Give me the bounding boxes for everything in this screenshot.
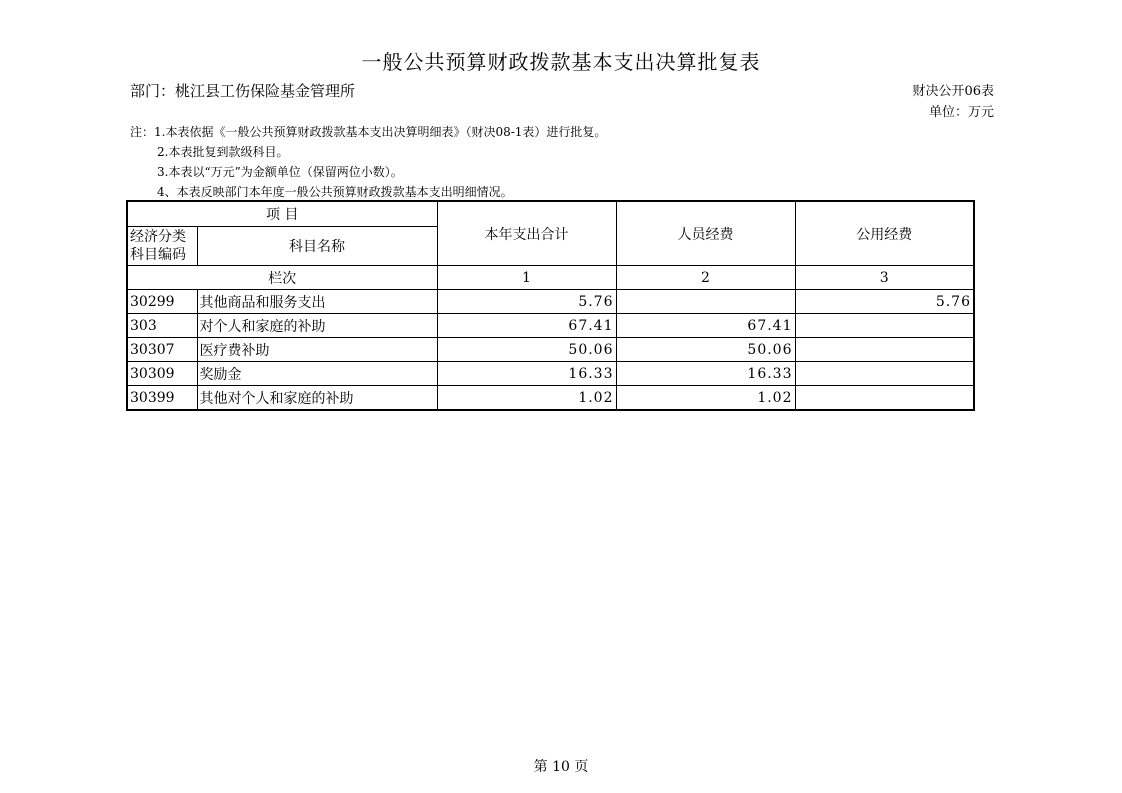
- row-public: [795, 386, 974, 411]
- row-total: 16.33: [437, 362, 616, 386]
- row-personnel: 1.02: [616, 386, 795, 411]
- row-public: [795, 314, 974, 338]
- row-public: [795, 362, 974, 386]
- row-code: 30299: [127, 290, 197, 314]
- col-index-2: 2: [616, 266, 795, 290]
- col-index-3: 3: [795, 266, 974, 290]
- header-public: 公用经费: [795, 201, 974, 266]
- table-row: [127, 290, 974, 314]
- table-row: [127, 362, 974, 386]
- col-index-1: 1: [437, 266, 616, 290]
- note-4: 4、本表反映部门本年度一般公共预算财政拨款基本支出明细情况。: [157, 185, 513, 199]
- row-code: 30307: [127, 338, 197, 362]
- table-row: [127, 386, 974, 411]
- row-public: [795, 338, 974, 362]
- note-2: 2.本表批复到款级科目。: [157, 145, 289, 159]
- row-public: 5.76: [795, 290, 974, 314]
- row-name: 奖励金: [197, 362, 437, 386]
- page-number: 第 10 页: [533, 759, 589, 775]
- header-name: 科目名称: [197, 227, 437, 266]
- table-row: [127, 314, 974, 338]
- row-personnel: [616, 290, 795, 314]
- header-code: 经济分类科目编码: [127, 227, 197, 266]
- form-number: 财决公开06表: [912, 84, 994, 99]
- notes-block: [130, 122, 606, 202]
- row-personnel: 50.06: [616, 338, 795, 362]
- row-code: 30399: [127, 386, 197, 411]
- row-personnel: 16.33: [616, 362, 795, 386]
- unit-label: 单位：万元: [928, 105, 994, 120]
- row-total: 67.41: [437, 314, 616, 338]
- header-personnel: 人员经费: [616, 201, 795, 266]
- row-total: 1.02: [437, 386, 616, 411]
- row-code: 30309: [127, 362, 197, 386]
- row-name: 对个人和家庭的补助: [197, 314, 437, 338]
- department-label: 部门：桃江县工伤保险基金管理所: [130, 82, 356, 100]
- expenditure-table: [126, 200, 975, 411]
- page-title: 一般公共预算财政拨款基本支出决算批复表: [361, 50, 761, 74]
- row-total: 50.06: [437, 338, 616, 362]
- note-3: 3.本表以“万元”为金额单位（保留两位小数）。: [157, 165, 403, 179]
- row-personnel: 67.41: [616, 314, 795, 338]
- row-name: 其他对个人和家庭的补助: [197, 386, 437, 411]
- row-index-label: 栏次: [127, 266, 437, 290]
- header-total: 本年支出合计: [437, 201, 616, 266]
- row-name: 其他商品和服务支出: [197, 290, 437, 314]
- row-code: 303: [127, 314, 197, 338]
- header-item: 项 目: [127, 201, 437, 227]
- row-name: 医疗费补助: [197, 338, 437, 362]
- table-row: [127, 338, 974, 362]
- row-total: 5.76: [437, 290, 616, 314]
- note-1: 注：1.本表依据《一般公共预算财政拨款基本支出决算明细表》（财决08-1表）进行批复。: [130, 125, 607, 139]
